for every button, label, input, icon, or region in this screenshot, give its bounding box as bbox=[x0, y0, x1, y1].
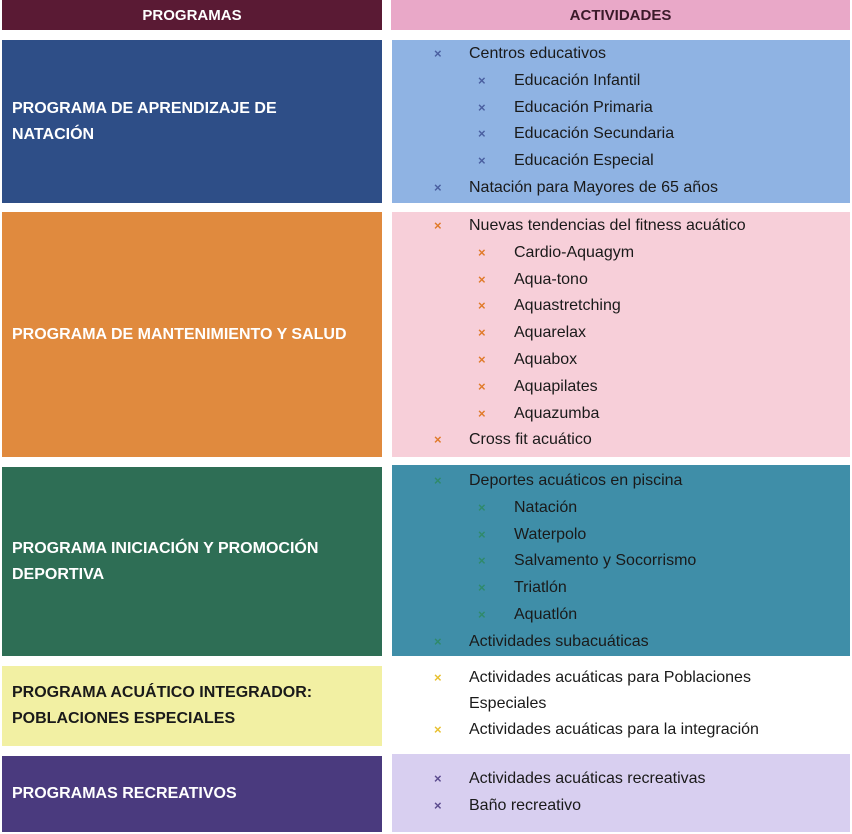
actividad-label: Aquabox bbox=[514, 350, 578, 368]
programa-label: PROGRAMAS RECREATIVOS bbox=[12, 785, 237, 802]
programa-iniciacion-promocion bbox=[2, 467, 382, 656]
programa-label: PROGRAMA ACUÁTICO INTEGRADOR: POBLACIONES ESPECIALES bbox=[12, 684, 313, 727]
bullet-x-icon: × bbox=[478, 99, 486, 115]
actividad-subitem bbox=[392, 68, 850, 95]
bullet-x-icon: × bbox=[434, 771, 442, 786]
bullet-x-icon: × bbox=[478, 153, 486, 169]
bullet-x-icon: × bbox=[434, 633, 442, 649]
programa-label: PROGRAMA INICIACIÓN Y PROMOCIÓN DEPORTIVA bbox=[12, 539, 319, 583]
bullet-x-icon: × bbox=[434, 432, 442, 448]
bullet-x-icon: × bbox=[434, 46, 442, 61]
actividad-label: Triatlón bbox=[514, 579, 567, 597]
actividades-natacion bbox=[392, 40, 850, 203]
actividad-label: Educación Infantil bbox=[514, 71, 641, 89]
actividad-label: Cross fit acuático bbox=[469, 431, 592, 449]
actividades-iniciacion bbox=[392, 465, 850, 656]
actividad-subitem bbox=[392, 95, 850, 122]
actividad-subitem bbox=[392, 495, 850, 522]
actividad-item bbox=[392, 793, 850, 820]
programa-acuatico-integrador bbox=[2, 666, 382, 746]
actividad-label: Natación bbox=[514, 498, 578, 516]
actividad-label: Aquarelax bbox=[514, 324, 587, 342]
actividades-recreativos bbox=[392, 754, 850, 832]
programa-mantenimiento-salud bbox=[2, 212, 382, 457]
actividad-subitem bbox=[392, 374, 850, 401]
bullet-x-icon: × bbox=[478, 325, 486, 341]
actividad-subitem bbox=[392, 267, 850, 294]
bullet-x-icon: × bbox=[434, 797, 442, 813]
actividad-label: Aquastretching bbox=[514, 297, 621, 315]
actividad-label: Actividades acuáticas recreativas bbox=[469, 770, 706, 787]
actividades-mantenimiento bbox=[392, 212, 850, 457]
actividad-label: Actividades acuáticas para Poblaciones Especiales bbox=[469, 669, 751, 712]
actividad-subitem bbox=[392, 347, 850, 374]
actividades-list bbox=[392, 41, 850, 202]
bullet-x-icon: × bbox=[478, 351, 486, 367]
actividad-label: Aquatlón bbox=[514, 605, 578, 623]
actividad-subitem bbox=[392, 401, 850, 428]
actividad-item bbox=[392, 41, 850, 68]
bullet-x-icon: × bbox=[434, 179, 442, 195]
actividad-subitem bbox=[392, 240, 850, 267]
bullet-x-icon: × bbox=[478, 126, 486, 142]
actividad-label: Educación Secundaria bbox=[514, 125, 675, 143]
programa-label: PROGRAMA DE APRENDIZAJE DE NATACIÓN bbox=[12, 99, 277, 143]
bullet-x-icon: × bbox=[434, 722, 442, 737]
actividad-item bbox=[392, 629, 850, 656]
programas-recreativos bbox=[2, 756, 382, 832]
actividades-list bbox=[392, 766, 850, 820]
bullet-x-icon: × bbox=[434, 473, 442, 488]
actividades-list bbox=[392, 213, 850, 454]
actividad-label: Cardio-Aquagym bbox=[514, 243, 635, 261]
bullet-x-icon: × bbox=[478, 553, 486, 569]
actividades-list bbox=[392, 468, 850, 656]
actividad-label: Waterpolo bbox=[514, 525, 587, 543]
bullet-x-icon: × bbox=[478, 580, 486, 596]
actividad-label: Centros educativos bbox=[469, 45, 606, 62]
actividad-label: Natación para Mayores de 65 años bbox=[469, 178, 719, 196]
header-programas bbox=[2, 0, 382, 30]
actividad-item bbox=[392, 717, 850, 744]
actividad-subitem bbox=[392, 121, 850, 148]
actividad-subitem bbox=[392, 320, 850, 347]
actividad-item bbox=[392, 468, 850, 495]
actividad-label: Aqua-tono bbox=[514, 270, 588, 288]
actividad-subitem bbox=[392, 575, 850, 602]
bullet-x-icon: × bbox=[478, 378, 486, 394]
actividades-list bbox=[392, 665, 850, 744]
actividad-subitem bbox=[392, 602, 850, 629]
bullet-x-icon: × bbox=[478, 244, 486, 260]
bullet-x-icon: × bbox=[478, 72, 486, 88]
bullet-x-icon: × bbox=[478, 298, 486, 314]
actividad-subitem bbox=[392, 293, 850, 320]
actividad-label: Actividades acuáticas para la integración bbox=[469, 721, 759, 738]
bullet-x-icon: × bbox=[478, 499, 486, 515]
actividad-label: Aquapilates bbox=[514, 377, 598, 395]
bullet-x-icon: × bbox=[434, 218, 442, 233]
bullet-x-icon: × bbox=[478, 606, 486, 622]
bullet-x-icon: × bbox=[434, 670, 442, 685]
programa-label: PROGRAMA DE MANTENIMIENTO Y SALUD bbox=[12, 325, 347, 343]
header-actividades bbox=[391, 0, 850, 30]
actividad-item bbox=[392, 665, 850, 717]
actividad-label: Actividades subacuáticas bbox=[469, 632, 649, 650]
bullet-x-icon: × bbox=[478, 405, 486, 421]
actividad-item bbox=[392, 427, 850, 454]
actividad-item bbox=[392, 175, 850, 202]
actividad-label: Aquazumba bbox=[514, 404, 600, 422]
actividad-subitem bbox=[392, 548, 850, 575]
actividad-subitem bbox=[392, 148, 850, 175]
actividad-label: Educación Especial bbox=[514, 152, 654, 170]
actividad-label: Educación Primaria bbox=[514, 98, 653, 116]
actividades-integrador bbox=[392, 664, 850, 748]
actividad-subitem bbox=[392, 522, 850, 549]
actividad-label: Salvamento y Socorrismo bbox=[514, 552, 697, 570]
bullet-x-icon: × bbox=[478, 271, 486, 287]
actividad-item bbox=[392, 766, 850, 793]
actividad-item bbox=[392, 213, 850, 240]
header-actividades-label: ACTIVIDADES bbox=[569, 6, 672, 24]
programa-aprendizaje-natacion bbox=[2, 40, 382, 203]
header-programas-label: PROGRAMAS bbox=[142, 6, 242, 24]
actividad-label: Baño recreativo bbox=[469, 796, 582, 814]
actividad-label: Deportes acuáticos en piscina bbox=[469, 472, 683, 489]
bullet-x-icon: × bbox=[478, 526, 486, 542]
actividad-label: Nuevas tendencias del fitness acuático bbox=[469, 217, 746, 234]
